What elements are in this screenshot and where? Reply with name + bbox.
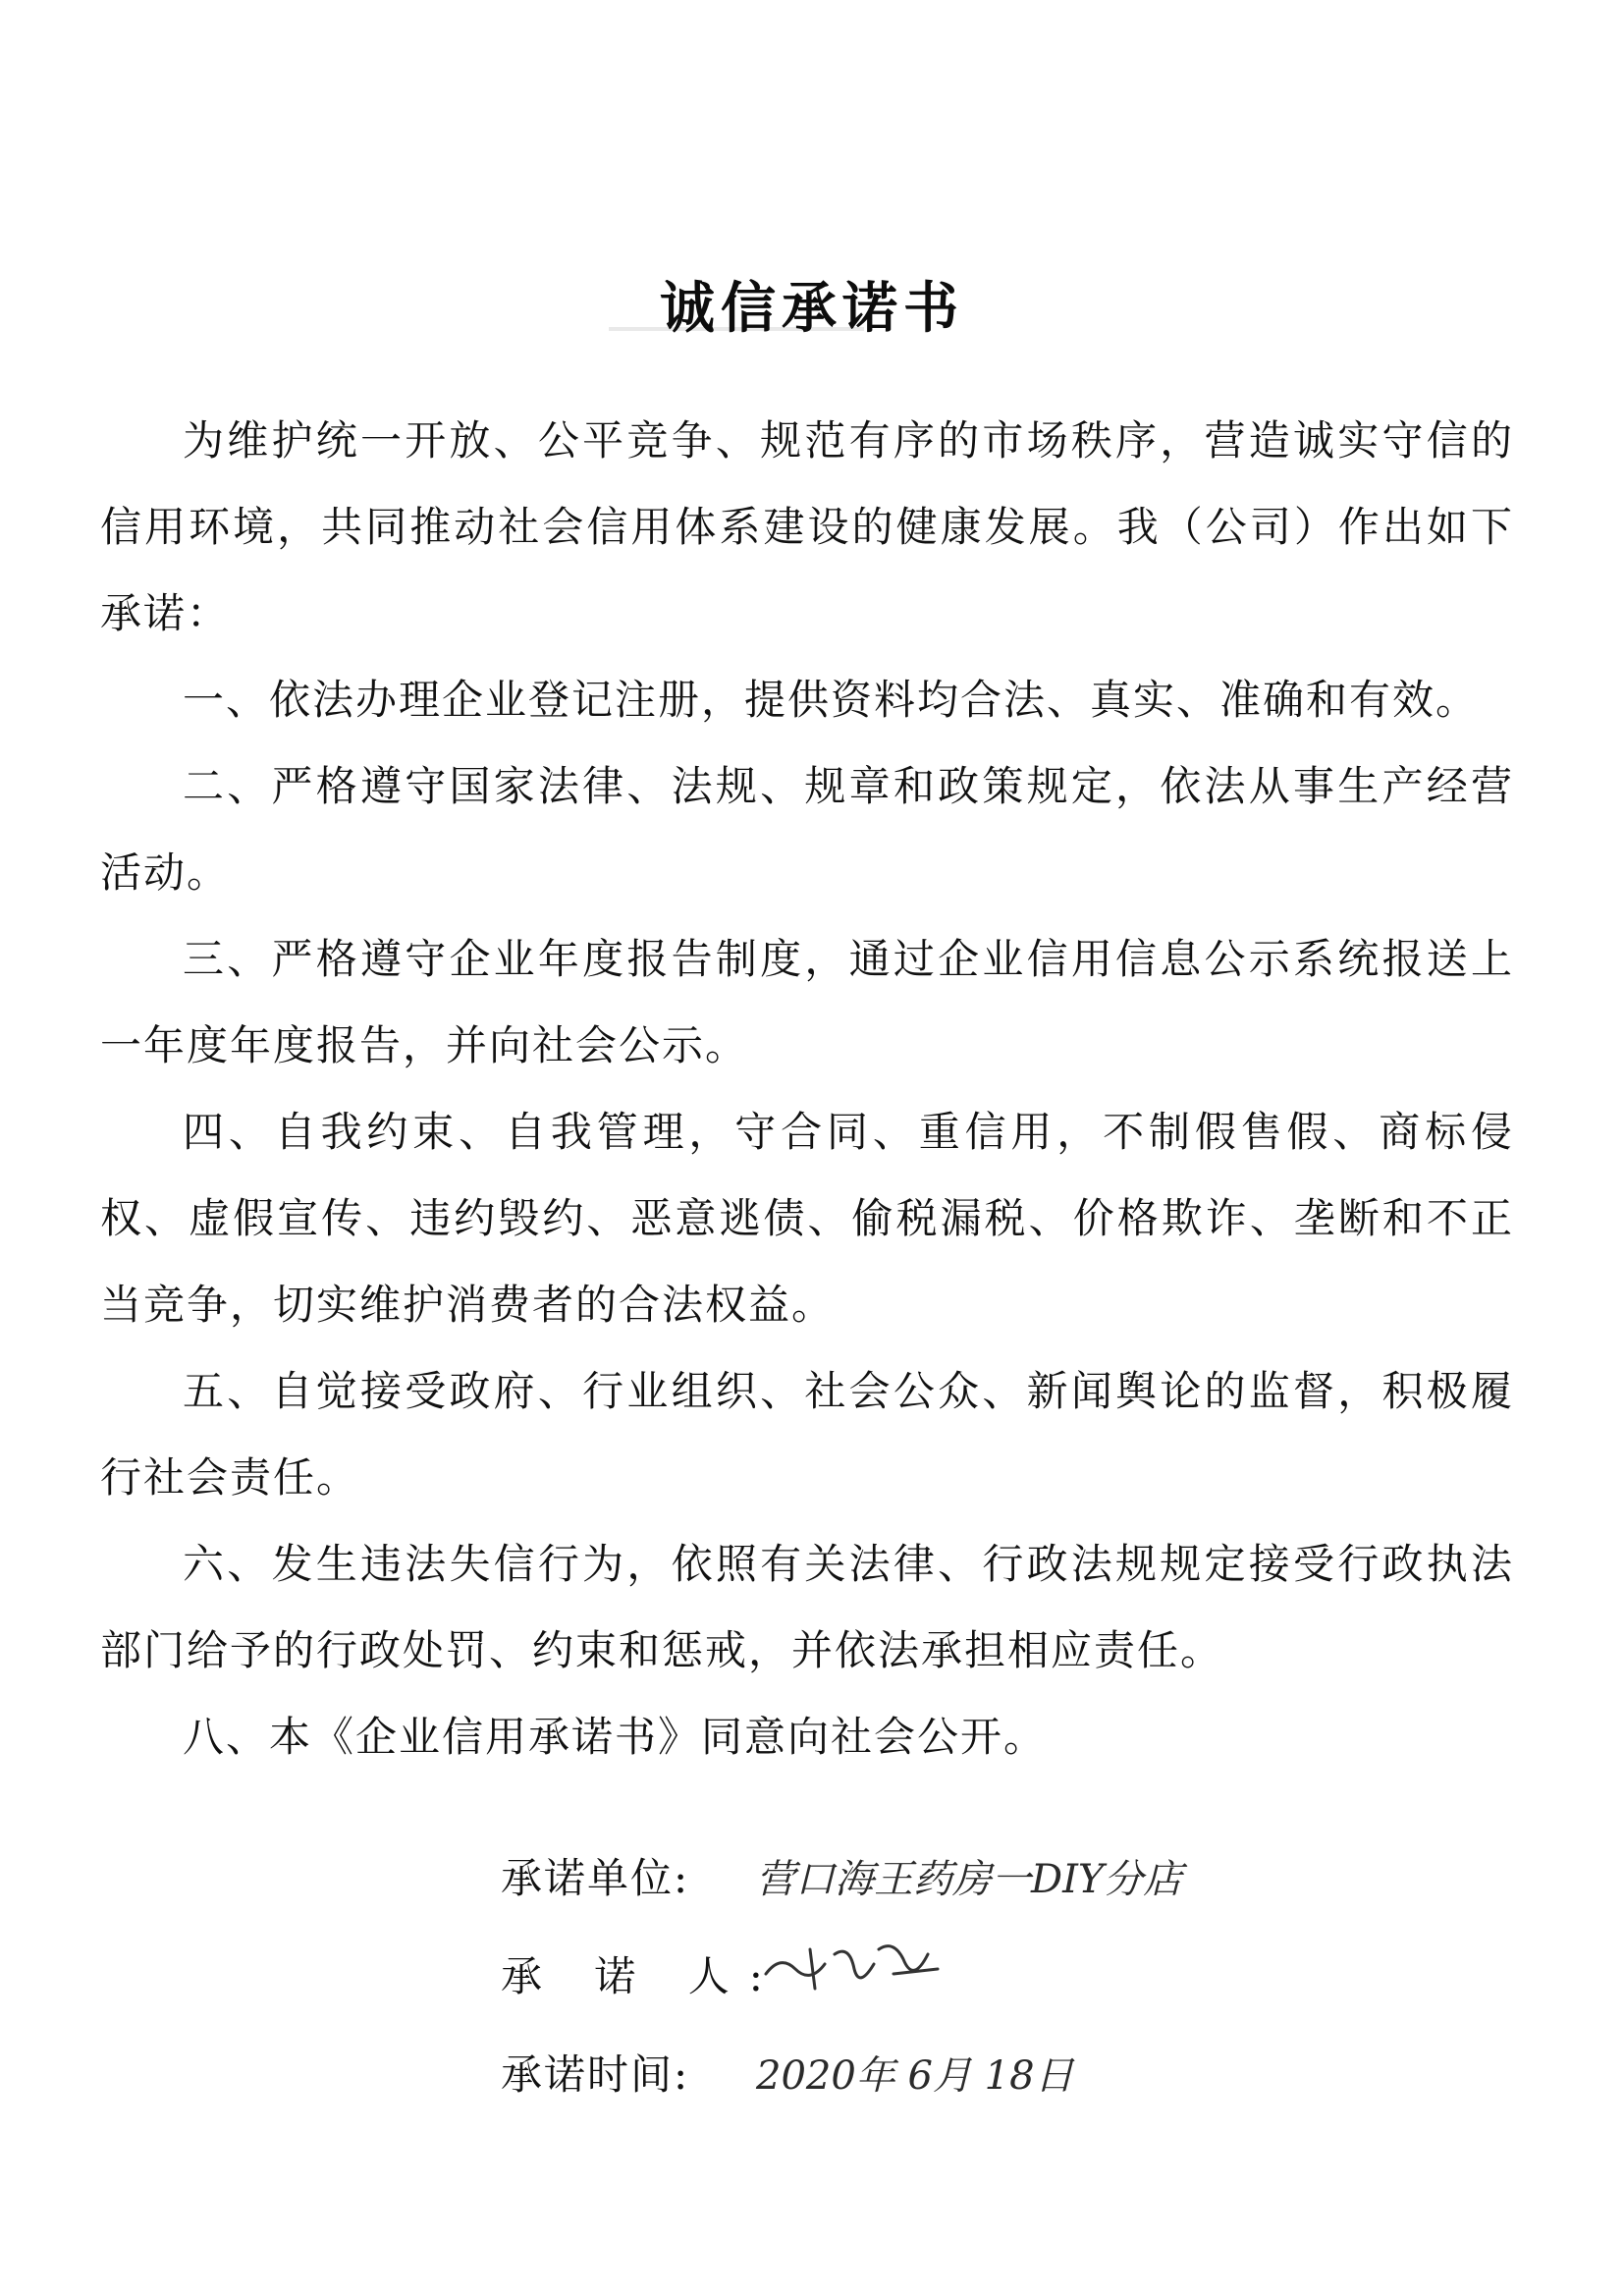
person-label: 承 诺 人:	[501, 1952, 783, 2000]
signature-block	[501, 1827, 1532, 2121]
unit-label: 承诺单位:	[501, 1854, 690, 1902]
paragraph-item-4: 四、自我约束、自我管理，守合同、重信用，不制假售假、商标侵权、虚假宣传、违约毁约、恶意逃债、偷税漏税、价格欺诈、垄断和不正当竞争，切实维护消费者的合法权益。	[100, 1108, 1514, 1329]
signature-time-row	[501, 2023, 1532, 2121]
paragraph-item-2: 二、严格遵守国家法律、法规、规章和政策规定，依法从事生产经营活动。	[100, 762, 1514, 897]
signature-person-row	[501, 1925, 1532, 2023]
paragraph-item-8: 八、本《企业信用承诺书》同意向社会公开。	[183, 1713, 1048, 1761]
document-body	[100, 398, 1514, 1780]
paragraph-item-5: 五、自觉接受政府、行业组织、社会公众、新闻舆论的监督，积极履行社会责任。	[100, 1367, 1514, 1502]
handwritten-signature	[756, 1930, 952, 2018]
time-handwritten-value: 2020年 6月 18日	[756, 2052, 1074, 2099]
paragraph-item-3: 三、严格遵守企业年度报告制度，通过企业信用信息公示系统报送上一年度年度报告，并向社会公示。	[100, 935, 1514, 1069]
paragraph-item-6: 六、发生违法失信行为，依照有关法律、行政法规规定接受行政执法部门给予的行政处罚、约束和惩戒，并依法承担相应责任。	[100, 1540, 1514, 1674]
document-title: 诚信承诺书	[660, 277, 964, 341]
paragraph-item-1: 一、依法办理企业登记注册，提供资料均合法、真实、准确和有效。	[183, 676, 1480, 724]
time-label: 承诺时间:	[501, 2050, 690, 2099]
signature-unit-row	[501, 1827, 1532, 1925]
unit-handwritten-value: 营口海王药房一DIY分店	[756, 1856, 1183, 1902]
paragraph-intro: 为维护统一开放、公平竞争、规范有序的市场秩序，营造诚实守信的信用环境，共同推动社会信用体系建设的健康发展。我（公司）作出如下承诺：	[100, 416, 1514, 637]
